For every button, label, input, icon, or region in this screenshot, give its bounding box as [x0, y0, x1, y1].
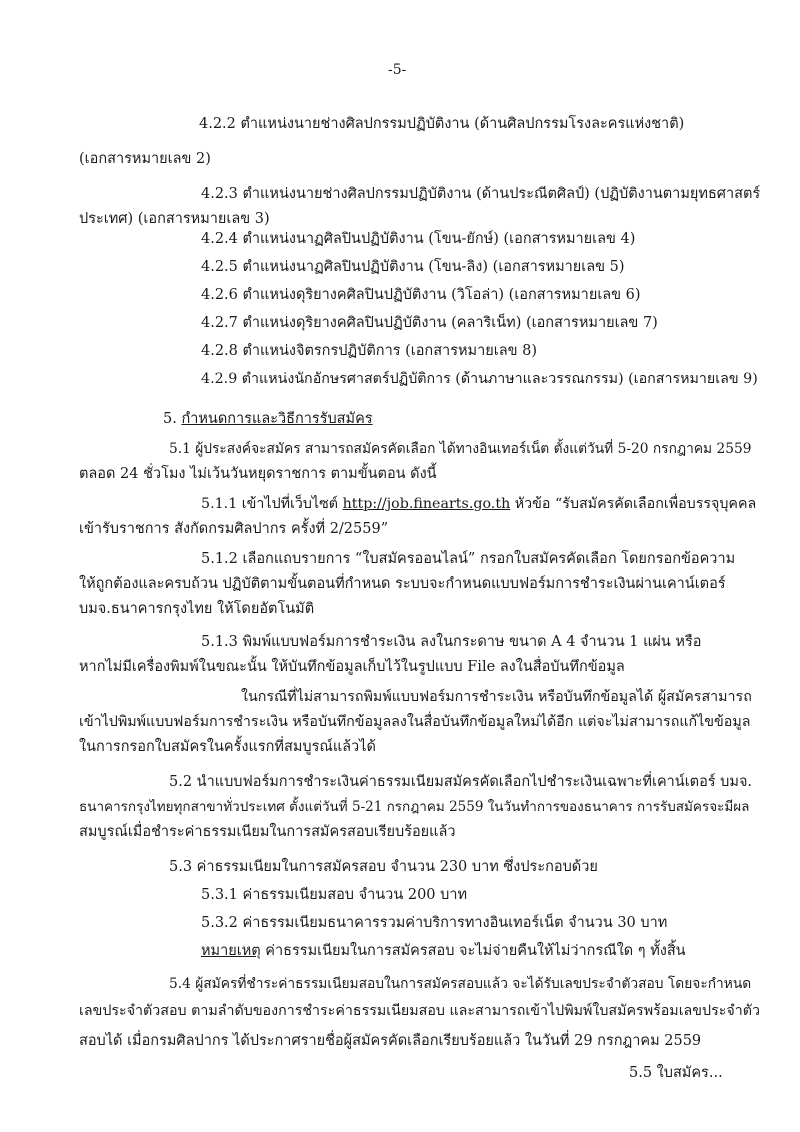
text-line: 5.3 ค่าธรรมเนียมในการสมัครสอบ จำนวน 230 บาท ซึ่งประกอบด้วย [169, 859, 598, 875]
text-line: เข้ารับราชการ สังกัดกรมศิลปากร ครั้งที่ 2/2559” [79, 521, 389, 537]
text-line: 4.2.7 ตำแหน่งดุริยางคศิลปินปฏิบัติงาน (คลาริเน็ท) (เอกสารหมายเลข 7) [201, 315, 658, 331]
text-line: 5.4 ผู้สมัครที่ชำระค่าธรรมเนียมสอบในการสมัครสอบแล้ว จะได้รับเลขประจำตัวสอบ โดยจะกำหนด [169, 976, 752, 992]
text-line: ในกรณีที่ไม่สามารถพิมพ์แบบฟอร์มการชำระเงิน หรือบันทึกข้อมูลได้ ผู้สมัครสามารถ [241, 689, 752, 705]
text-line: หากไม่มีเครื่องพิมพ์ในขณะนั้น ให้บันทึกข้อมูลเก็บไว้ในรูปแบบ File ลงในสื่อบันทึกข้อมูล [79, 659, 625, 675]
text-line: ในการกรอกใบสมัครในครั้งแรกที่สมบูรณ์แล้วได้ [79, 739, 376, 755]
text-line: สอบได้ เมื่อกรมศิลปากร ได้ประกาศรายชื่อผู้สมัครคัดเลือกเรียบร้อยแล้ว ในวันที่ 29 กรกฎาคม 2559 [79, 1033, 702, 1049]
text-line: 4.2.3 ตำแหน่งนายช่างศิลปกรรมปฏิบัติงาน (ด้านประณีตศิลป์) (ปฏิบัติงานตามยุทธศาสตร์ [201, 186, 761, 202]
text-line: เลขประจำตัวสอบ ตามลำดับของการชำระค่าธรรมเนียมสอบ และสามารถเข้าไปพิมพ์ใบสมัครพร้อมเลขประจำตัว [79, 1003, 760, 1019]
text-line: ประเทศ) (เอกสารหมายเลข 3) [79, 211, 270, 227]
text-line: 5.2 นำแบบฟอร์มการชำระเงินค่าธรรมเนียมสมัครคัดเลือกไปชำระเงินเฉพาะที่เคาน์เตอร์ บมจ. [169, 774, 753, 790]
text-line: 5.1.3 พิมพ์แบบฟอร์มการชำระเงิน ลงในกระดาษ ขนาด A 4 จำนวน 1 แผ่น หรือ [201, 634, 702, 650]
text-line: 4.2.6 ตำแหน่งดุริยางคศิลปินปฏิบัติงาน (วิโอล่า) (เอกสารหมายเลข 6) [201, 287, 641, 303]
note-label: หมายเหตุ [201, 943, 261, 959]
text-line: 4.2.5 ตำแหน่งนาฏศิลปินปฏิบัติงาน (โขน-ลิง) (เอกสารหมายเลข 5) [201, 259, 625, 275]
continuation-text: 5.5 ใบสมัคร... [629, 1065, 723, 1081]
note-line [201, 941, 686, 961]
text-line: (เอกสารหมายเลข 2) [79, 151, 211, 167]
text-line [201, 494, 756, 514]
text-line: 5.3.2 ค่าธรรมเนียมธนาคารรวมค่าบริการทางอินเทอร์เน็ต จำนวน 30 บาท [201, 915, 668, 931]
text-fragment: 5.1.1 เข้าไปที่เว็บไซต์ [201, 496, 339, 512]
text-fragment: หัวข้อ “รับสมัครคัดเลือกเพื่อบรรจุบุคคล [514, 496, 757, 512]
text-line: 5.1.2 เลือกแถบรายการ “ใบสมัครออนไลน์” กรอกใบสมัครคัดเลือก โดยกรอกข้อความ [201, 551, 736, 567]
text-line: ธนาคารกรุงไทยทุกสาขาทั่วประเทศ ตั้งแต่วันที่ 5-21 กรกฎาคม 2559 ในวันทำการของธนาคาร การรับสมัครจะมีผล [79, 799, 750, 815]
note-text: ค่าธรรมเนียมในการสมัครสอบ จะไม่จ่ายคืนให้ไม่ว่ากรณีใด ๆ ทั้งสิ้น [265, 943, 686, 959]
text-line: 4.2.2 ตำแหน่งนายช่างศิลปกรรมปฏิบัติงาน (ด้านศิลปกรรมโรงละครแห่งชาติ) [199, 116, 685, 132]
text-line: 4.2.4 ตำแหน่งนาฏศิลปินปฏิบัติงาน (โขน-ยักษ์) (เอกสารหมายเลข 4) [201, 231, 636, 247]
page-number: -5- [388, 62, 407, 78]
text-line: สมบูรณ์เมื่อชำระค่าธรรมเนียมในการสมัครสอบเรียบร้อยแล้ว [79, 824, 456, 840]
text-line: 4.2.8 ตำแหน่งจิตรกรปฏิบัติการ (เอกสารหมายเลข 8) [201, 343, 537, 359]
text-line: 4.2.9 ตำแหน่งนักอักษรศาสตร์ปฏิบัติการ (ด้านภาษาและวรรณกรรม) (เอกสารหมายเลข 9) [201, 371, 758, 387]
section-heading [163, 409, 373, 429]
text-line: เข้าไปพิมพ์แบบฟอร์มการชำระเงิน หรือบันทึกข้อมูลลงในสื่อบันทึกข้อมูลใหม่ได้อีก แต่จะไม่สามารถแก้ไขข้อมูล [79, 714, 751, 730]
website-link[interactable]: http://job.finearts.go.th [342, 496, 511, 512]
text-line: ให้ถูกต้องและครบถ้วน ปฏิบัติตามขั้นตอนที่กำหนด ระบบจะกำหนดแบบฟอร์มการชำระเงินผ่านเคาน์เตอร์ [79, 576, 726, 592]
text-line: ตลอด 24 ชั่วโมง ไม่เว้นวันหยุดราชการ ตามขั้นตอน ดังนี้ [79, 466, 437, 482]
text-line: 5.1 ผู้ประสงค์จะสมัคร สามารถสมัครคัดเลือก ได้ทางอินเทอร์เน็ต ตั้งแต่วันที่ 5-20 กรกฎาคม 2559 [169, 441, 752, 457]
section-title: กำหนดการและวิธีการรับสมัคร [181, 411, 373, 427]
section-number: 5. [163, 411, 177, 427]
text-line: 5.3.1 ค่าธรรมเนียมสอบ จำนวน 200 บาท [201, 887, 468, 903]
text-line: บมจ.ธนาคารกรุงไทย ให้โดยอัตโนมัติ [79, 601, 315, 617]
